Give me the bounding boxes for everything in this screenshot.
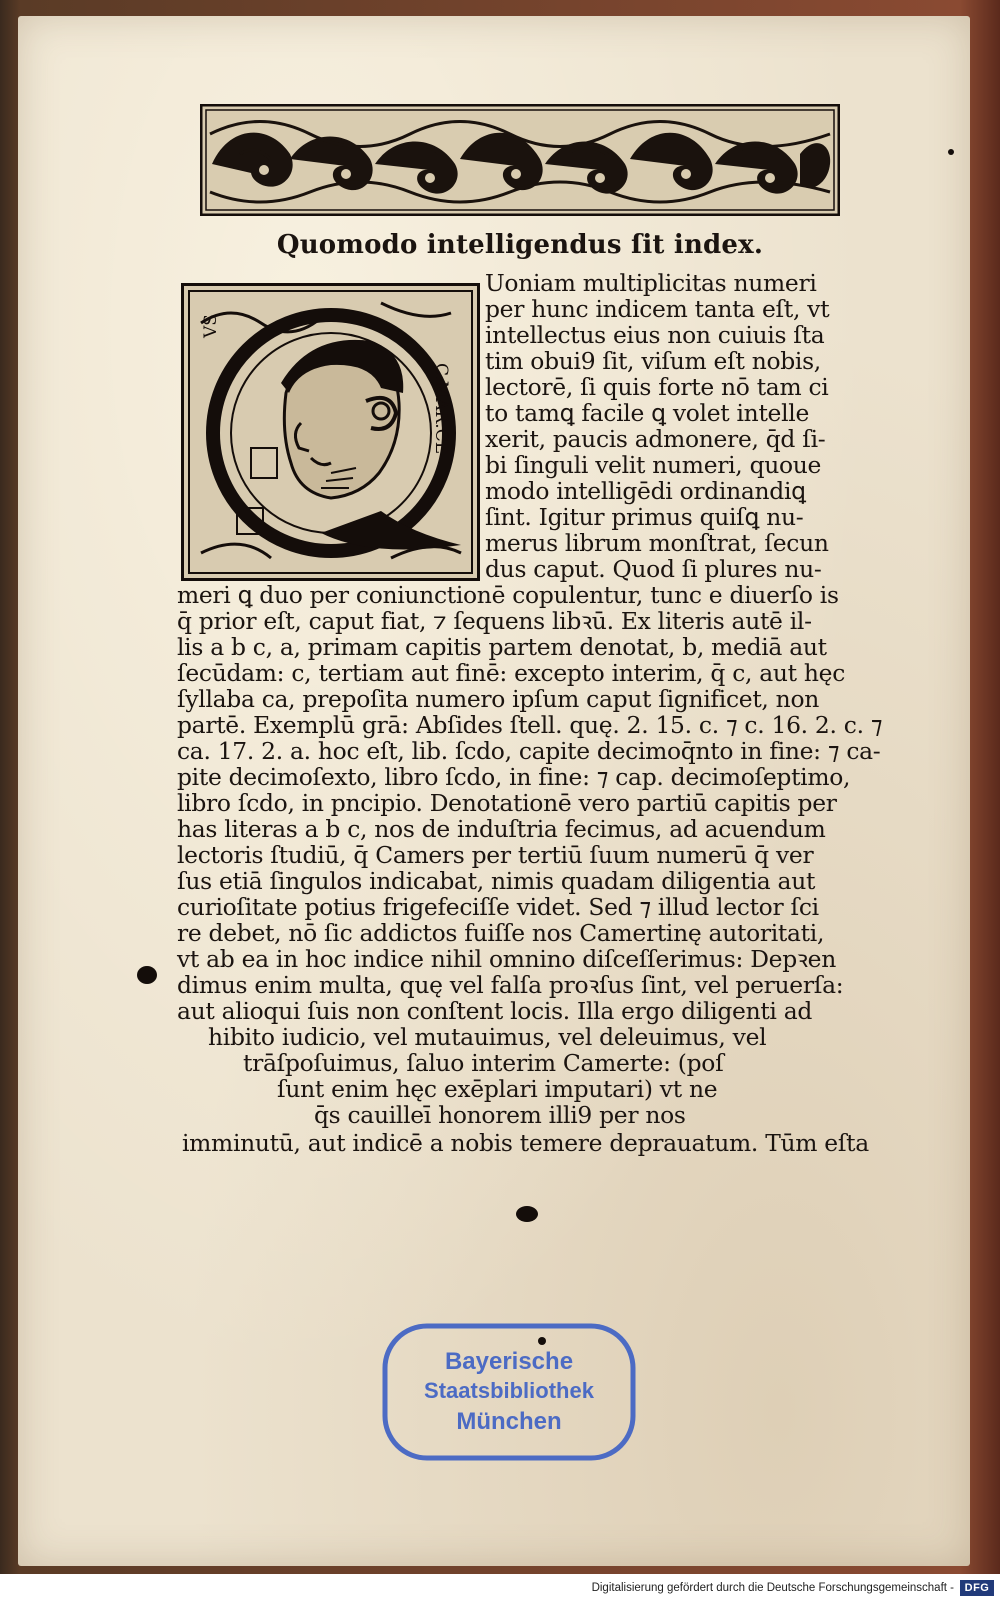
body-line: ſus etiā ſingulos indicabat, nimis quadam diligentia aut [177,867,816,895]
body-line: aut alioqui ſuis non conſtent locis. Illa ergo diligenti ad [177,997,813,1025]
stamp-line-3: München [456,1408,562,1435]
page-title: Quomodo intelligendus ſit index. [276,230,764,260]
historiated-initial-q [181,283,480,581]
stamp-line-2: Staatsbibliothek [424,1378,594,1403]
body-line: libro ſcdo, in pncipio. Denotationē vero partiū capitis per [177,789,837,817]
body-line: vt ab ea in hoc indice nihil omnino diſceſſerimus: Depꝛen [177,945,836,973]
body-line: lis a b c, a, primam capitis partem denotat, b, mediā aut [177,633,827,661]
body-line: q̄ prior eſt, caput fiat, ⁊ ſequens libꝛū. Ex literis autē il- [177,607,812,635]
body-line: q̄s cauilleī honorem illi9 per nos [314,1101,686,1129]
body-line: ſint. Igitur primus quiſꝗ nu- [485,503,804,531]
body-line: re debet, nō ſic addictos fuiſſe nos Camertinę autoritati, [177,919,825,947]
ink-spot [137,966,157,984]
body-line: curioſitate potius frigefeciſſe videt. Sed ⁊ illud lector ſci [177,893,819,921]
body-line: hibito iudicio, vel mutauimus, vel deleuimus, vel [208,1023,767,1051]
body-line: xerit, paucis admonere, q̄d ſi- [485,425,826,453]
footer-bar [0,1574,1000,1604]
initial-inscription-left: VS [201,314,221,338]
body-line: intellectus eius non cuiuis ſta [485,321,825,349]
body-line: bi ſinguli velit numeri, quoue [485,451,822,479]
ornament-banner-woodcut [200,104,840,216]
body-line: partē. Exemplū grā: Abſides ſtell. quę. 2. 15. c. ⁊ c. 16. 2. c. ⁊ [177,711,883,739]
body-line: Uoniam multiplicitas numeri [485,269,817,297]
footer-credit: Digitalisierung gefördert durch die Deutsche Forschungsgemeinschaft - [591,1582,954,1594]
body-line: ſecūdam: c, tertiam aut finē: excepto interim, q̄ c, aut hęc [177,659,846,687]
library-stamp [381,1322,637,1462]
body-line: per hunc indicem tanta eſt, vt [485,295,830,323]
body-line: pite decimoſexto, libro ſcdo, in fine: ⁊ cap. decimoſeptimo, [177,763,851,791]
body-line: tim obui9 ſit, viſum eſt nobis, [485,347,821,375]
body-line: modo intelligēdi ordinandiꝗ [485,477,806,505]
body-line: imminutū, aut indicē a nobis temere deprauatum. Tūm eſta [182,1129,869,1157]
initial-inscription-right: C.MAR.CE [431,363,451,455]
body-line: dimus enim multa, quę vel falſa proꝛſus ſint, vel peruerſa: [177,971,844,999]
dfg-logo-icon: DFG [960,1580,994,1596]
ink-spot [948,149,954,155]
body-line: trāſpoſuimus, ſaluo interim Camerte: (poſ [243,1049,724,1077]
body-line: ca. 17. 2. a. hoc eſt, lib. ſcdo, capite decimoq̄nto in fine: ⁊ ca- [177,737,881,765]
body-line: meri ꝗ duo per coniunctionē copulentur, tunc e diuerſo is [177,581,839,609]
body-line: dus caput. Quod ſi plures nu- [485,555,822,583]
body-line: ſunt enim hęc exēplari imputari) vt ne [277,1075,718,1103]
body-line: ſyllaba ca, prepoſita numero ipſum caput ſignificet, non [177,685,819,713]
body-line: lectorē, ſi quis forte nō tam ci [485,373,829,401]
stamp-line-1: Bayerische [444,1348,574,1375]
body-line: lectoris ſtudiū, q̄ Camers per tertiū ſuum numerū q̄ ver [177,841,814,869]
body-line: merus librum monſtrat, ſecun [485,529,829,557]
body-line: to tamꝗ facile ꝗ volet intelle [485,399,809,427]
ink-spot [516,1206,538,1222]
body-line: has literas a b c, nos de induſtria fecimus, ad acuendum [177,815,826,843]
